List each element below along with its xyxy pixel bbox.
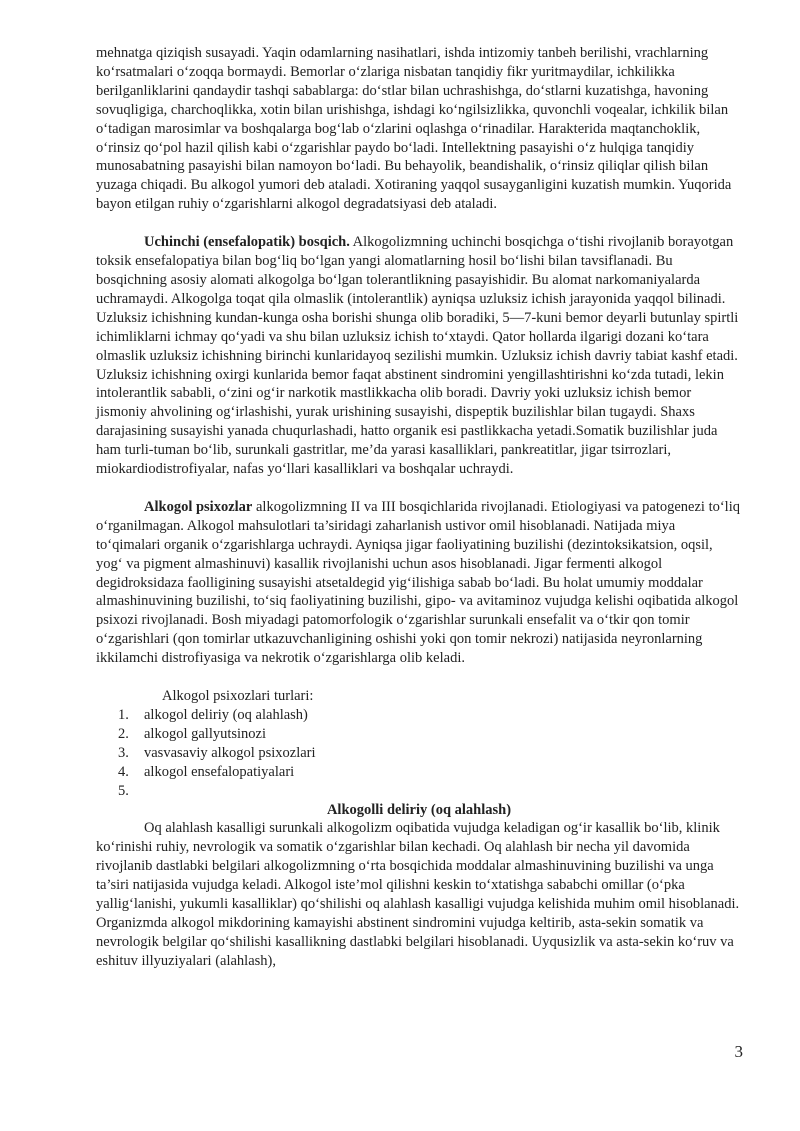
list-item-text: alkogol deliriy (oq alahlash) (144, 707, 308, 723)
psychoses-text: alkogolizmning II va III bosqichlarida rivojlanadi. Etiologiyasi va patogenezi to‘liq o‘rganilmagan. Alkogol mahsulotlari ta’siridagi zaharlanish ustivor omil hisoblanadi. Natijada miya to‘qimalari organik o‘zgarishlarga uchraydi. Ayniqsa jigar faoliyatining buzilishi (dezintoksikatsion, oqsil, yog‘ va pigment almashinuvi) kasallik rivojlanishi uchun asos hisoblanadi. Jigar fermenti alkogol degidroksidaza faolligining susayishi atsetaldegid yig‘ilishiga sabab bo‘ladi. Bu holat umumiy moddalar almashinuvining buzilishi, to‘siq faoliyatining buzilishi, gipo- va avitaminoz vujudga kelishi oqibatida alkogol psixozi rivojlanadi. Bosh miyadagi patomorfologik o‘zgarishlar surunkali ensefalit va o‘tkir qon tomir o‘zgarishlari (qon tomirlar utkazuvchanligining oshishi yoki qon tomir nekrozi) natijasida neyronlarning ikkilamchi distrofiyasiga va nekrotik o‘zgarishlarga olib keladi. (96, 498, 740, 667)
stage3-text: Alkogolizmning uchinchi bosqichga o‘tishi rivojlanib borayotgan toksik ensefalopatiya bilan bog‘liq bo‘lgan yangi alomatlarning hosil bo‘lishi bilan tavsiflanadi. Bu bosqichning asosiy alomati alkogolga bo‘lgan tolerantlikning pasayishidir. Bu alomat narkomaniyalarda uchramaydi. Alkogolga toqat qila olmaslik (intolerantlik) ayniqsa uzluksiz ichish jarayonida yaqqol bilinadi. Uzluksiz ichishning kundan-kunga osha borishi shunga olib boradiki, 5—7-kuni bemor deyarli butunlay spirtli ichimliklarni ichmay qo‘yadi va shu bilan uzluksiz ichish to‘xtaydi. Qator hollarda ilgarigi dozani ko‘tara olmaslik uzluksiz ichishning birinchi kunlaridayoq sezilishi mumkin. Uzluksiz ichish davriy tabiat kashf etadi. Uzluksiz ichishning oxirgi kunlarida bemor faqat abstinent sindromini yengillashtirishni ko‘zda tutadi, lekin intolerantlik sababli, o‘zini og‘ir narkotik mastlikkacha olib boradi. Davriy yoki uzluksiz ichish bemor jismoniy ahvolining og‘irlashishi, yurak urishining susayishi, dispeptik buzilishlar bilan tugaydi. Shaxs darajasining susayishi yanada chuqurlashadi, hatto organik esi pastlikkacha yetadi.Somatik buzilishlar juda ham turli-tuman bo‘lib, surunkali gastritlar, me’da yarasi kasalliklari, pankreatitlar, jigar tsirrozlari, miokardiodistrofiyalar, nafas yo‘llari kasalliklari va boshqalar uchraydi. (96, 234, 739, 478)
page-number: 3 (734, 1042, 743, 1061)
list-item (96, 763, 742, 782)
list-item (96, 725, 742, 744)
list-item (96, 744, 742, 763)
list-item-text: vasvasaviy alkogol psixozlari (144, 744, 316, 761)
list-item-text: alkogol gallyutsinozi (144, 725, 267, 742)
intro-paragraph: mehnatga qiziqish susayadi. Yaqin odamlarning nasihatlari, ishda intizomiy tanbeh berilishi, vrachlarning ko‘rsatmalari o‘zoqqa bormaydi. Bemorlar o‘zlariga nisbatan tanqidiy fikr yuritmaydilar, ichkilikka berilganliklarini qandaydir tashqi sabablarga: do‘stlar bilan uchrashishga, do‘stlarni kuzatishga, havoning sovuqligiga, charchoqlikka, xotin bilan urishishga, ishdagi ko‘ngilsizlikka, quvonchli voqealar, ichkilik bilan o‘tadigan marosimlar va boshqalarga bog‘lab o‘zlarini oqlashga o‘rinadilar. Harakterida maqtanchoklik, o‘rinsiz qo‘pol hazil qilish kabi o‘zgarishlar paydo bo‘ladi. Intellektning pasayishi o‘z hulqiga tanqidiy munosabatning pasayishi bilan namoyon bo‘ladi. Bu behayolik, beandishalik, o‘rinsiz qiliqlar qilish bilan yuzaga chiqadi. Bu alkogol yumori deb ataladi. Xotiraning yaqqol susayganligini kuzatish mumkin. Yuqorida bayon etilgan ruhiy o‘zgarishlarni alkogol degradatsiyasi deb ataladi. (96, 45, 732, 213)
list-item-number: 5. (118, 782, 129, 799)
list-item-number: 1. (118, 707, 129, 723)
list-item-number: 4. (118, 763, 129, 780)
psychoses-paragraph (96, 498, 742, 668)
document-page (96, 44, 742, 971)
delirium-paragraph: Oq alahlash kasalligi surunkali alkogolizm oqibatida vujudga keladigan og‘ir kasallik bo‘lib, klinik ko‘rinishi ruhiy, nevrologik va somatik o‘zgarishlar bilan kechadi. Oq alahlash bir necha yil davomida rivojlanib dastlabki belgilari alkogolizmning o‘rta bosqichida moddalar almashinuvining buzilishi va unga ta’siri natijasida vujudga keladi. Alkogol iste’mol qilishni keskin to‘xtatishga sababchi omillar (o‘pka yallig‘lanishi, yukumli kasalliklar) qo‘shilishi oq alahlash kasalligi vujudga kelishida muhim omil hisoblanadi. Organizmda alkogol mikdorining kamayishi abstinent sindromini vujudga keltirib, asta-sekin somatik va nevrologik belgilar qo‘shilishi kasallikning dastlabki belgilari hisoblanadi. Uyqusizlik va asta-sekin ko‘ruv va eshituv illyuziyalari (alahlash), (96, 820, 740, 969)
list-item (96, 782, 742, 801)
list-item-number: 2. (118, 725, 129, 742)
psychoses-types-list (96, 706, 742, 801)
paragraph-gap (96, 214, 742, 233)
stage3-paragraph (96, 233, 742, 479)
list-item-number: 3. (118, 744, 129, 761)
delirium-title: Alkogolli deliriy (oq alahlash) (326, 801, 512, 818)
stage3-heading: Uchinchi (ensefalopatik) bosqich. (144, 234, 350, 251)
list-item-text: alkogol ensefalopatiyalari (144, 763, 295, 780)
list-title: Alkogol psixozlari turlari: (162, 688, 314, 705)
list-item (96, 706, 742, 725)
paragraph-gap (96, 668, 742, 687)
paragraph-gap (96, 479, 742, 498)
psychoses-heading: Alkogol psixozlar (144, 498, 253, 515)
